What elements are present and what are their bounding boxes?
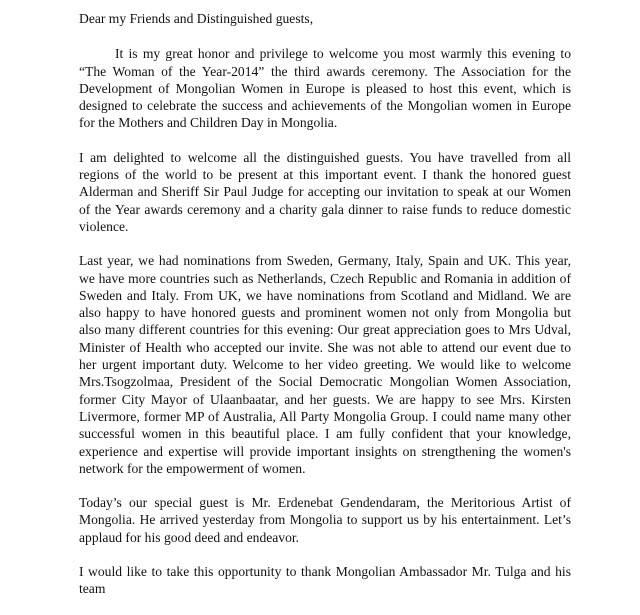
salutation: Dear my Friends and Distinguished guests, [79,11,314,26]
paragraph-special-guest: Today’s our special guest is Mr. Erdenebat Gendendaram, the Meritorious Artist of Mongolia. He arrived yesterday from Mongolia to support us by his entertainment. Let’s applaud for his good deed and endeavor. [79,495,571,545]
paragraph-welcome: It is my great honor and privilege to welcome you most warmly this evening to “The Woman of the Year-2014” the third awards ceremony. The Association for the Development of Mongolian Women in Europe is pleased to host this event, which is designed to celebrate the success and achievements of the Mongolian women in Europe for the Mothers and Children Day in Mongolia. [79,46,571,131]
paragraph-distinguished-guests: I am delighted to welcome all the distinguished guests. You have travelled from all regions of the world to be present at this important event. I thank the honored guest Alderman and Sheriff Sir Paul Judge for accepting our invitation to speak at our Women of the Year awards ceremony and a charity gala dinner to raise funds to reduce domestic violence. [79,149,571,234]
paragraph-nominations: Last year, we had nominations from Sweden, Germany, Italy, Spain and UK. This year, we have more countries such as Netherlands, Czech Republic and Romania in addition of Sweden and Italy. From UK, we have nominations from Scotland and Midland. We are also happy to have honored guests and prominent women not only from Mongolia but also many different countries for this evening: Our great appreciation goes to Mrs Udval, Minister of Health who accepted our invite. She was not able to attend our event due to her urgent important duty. Welcome to her video greeting. We would like to welcome Mrs.Tsogzolmaa, President of the Social Democratic Mongolian Women Association, former City Mayor of Ulaanbaatar, and her guests. We are happy to see Mrs. Kirsten Livermore, former MP of Australia, All Party Mongolia Group. I could name many other successful women in this beautiful place. I am fully confident that your knowledge, experience and expertise will provide important insights on strengthening the women's network for the empowerment of women. [79,253,571,476]
paragraph-thanks: I would like to take this opportunity to thank Mongolian Ambassador Mr. Tulga and his team [79,564,571,597]
letter-body [79,10,571,615]
